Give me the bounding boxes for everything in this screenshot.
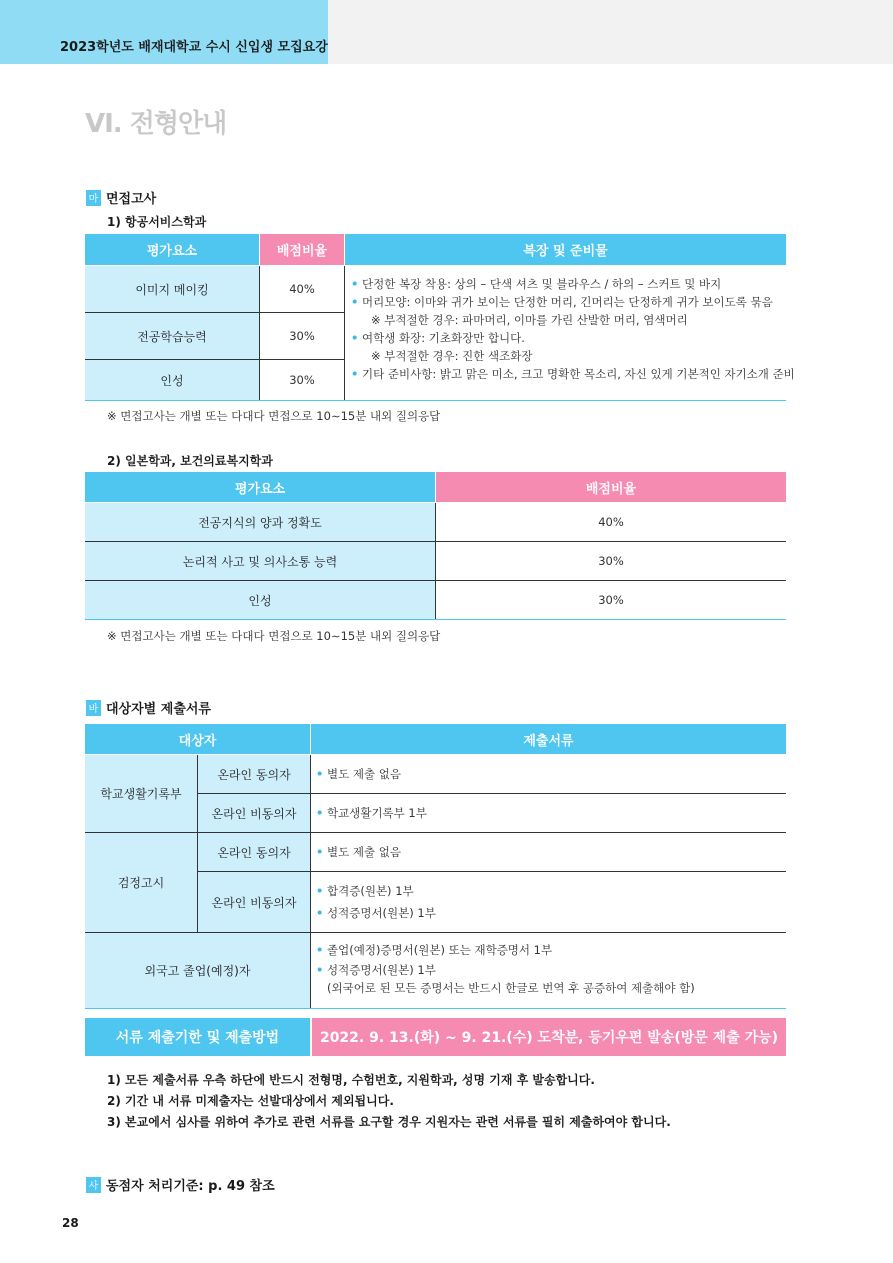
- deadline-value: 2022. 9. 13.(화) ~ 9. 21.(수) 도착분, 등기우편 발송(방문 제출 가능): [312, 1018, 786, 1056]
- chapter-title: VI. 전형안내: [85, 109, 227, 139]
- list-item: • 여학생 화장: 기초화장만 합니다.: [351, 331, 525, 345]
- group-foreign: 외국고 졸업(예정)자: [85, 933, 310, 1008]
- group-school-record: 학교생활기록부: [85, 755, 197, 832]
- divider: [85, 932, 786, 933]
- table-cell-ratio: 40%: [436, 503, 786, 541]
- table-cell-ratio: 30%: [260, 360, 344, 400]
- divider: [198, 793, 786, 794]
- doc-item: (외국어로 된 모든 증명서는 반드시 한글로 번역 후 공증하여 제출해야 함): [327, 981, 695, 995]
- divider: [85, 832, 786, 833]
- section-title: 면접고사: [106, 192, 157, 207]
- table-header-cell: 제출서류: [311, 724, 786, 754]
- divider: [85, 619, 786, 620]
- table-header-cell: 배점비율: [436, 472, 786, 502]
- consent-label: 온라인 동의자: [198, 833, 310, 871]
- table-header-cell: 배점비율: [260, 234, 344, 265]
- section-heading-interview: [86, 188, 156, 207]
- table-cell-item: 논리적 사고 및 의사소통 능력: [85, 542, 435, 580]
- deadline-label: 서류 제출기한 및 제출방법: [85, 1018, 310, 1056]
- rule-item: 3) 본교에서 심사를 위하여 추가로 관련 서류를 요구할 경우 지원자는 관련 서류를 필히 제출하여야 합니다.: [107, 1115, 671, 1129]
- doc-item: • 성적증명서(원본) 1부: [316, 963, 436, 977]
- doc-item: • 합격증(원본) 1부: [316, 884, 414, 898]
- divider: [198, 871, 786, 872]
- list-item: ※ 부적절한 경우: 파마머리, 이마를 가린 산발한 머리, 염색머리: [371, 313, 688, 327]
- nonconsent-label: 온라인 비동의자: [198, 794, 310, 832]
- table-cell-item: 인성: [85, 360, 259, 400]
- doc-item: • 학교생활기록부 1부: [316, 806, 427, 820]
- divider: [85, 312, 344, 313]
- table-cell-ratio: 30%: [260, 313, 344, 359]
- section-heading-documents: [86, 698, 211, 717]
- divider: [85, 1008, 786, 1009]
- page-number: 28: [62, 1216, 79, 1230]
- interview-note: ※ 면접고사는 개별 또는 다대다 면접으로 10∼15분 내외 질의응답: [107, 629, 441, 643]
- section-badge: 사: [86, 1177, 101, 1193]
- nonconsent-label: 온라인 비동의자: [198, 872, 310, 932]
- doc-item: • 졸업(예정)증명서(원본) 또는 재학증명서 1부: [316, 943, 553, 957]
- section-heading-tiebreak: [86, 1175, 275, 1194]
- subheading-aviation: 1) 항공서비스학과: [107, 215, 207, 229]
- section-title: 동점자 처리기준: p. 49 참조: [106, 1179, 275, 1194]
- header-title: 2023학년도 배재대학교 수시 신입생 모집요강: [60, 40, 328, 55]
- group-ged: 검정고시: [85, 833, 197, 932]
- table-header-cell: 평가요소: [85, 472, 435, 502]
- table-cell-ratio: 30%: [436, 542, 786, 580]
- table-cell-ratio: 30%: [436, 581, 786, 619]
- table-header-cell: 평가요소: [85, 234, 259, 265]
- header-band-right: [328, 0, 893, 64]
- subheading-japanese: 2) 일본학과, 보건의료복지학과: [107, 454, 273, 468]
- table-cell-item: 이미지 메이킹: [85, 266, 259, 312]
- table-header-cell: 대상자: [85, 724, 310, 754]
- table-cell-item: 전공지식의 양과 정확도: [85, 503, 435, 541]
- divider: [85, 359, 344, 360]
- doc-list: [316, 882, 436, 922]
- table-header-cell: 복장 및 준비물: [345, 234, 786, 265]
- section-badge: 마: [86, 190, 101, 206]
- rule-item: 1) 모든 제출서류 우측 하단에 반드시 전형명, 수험번호, 지원학과, 성명 기재 후 발송합니다.: [107, 1073, 595, 1087]
- doc-item: • 별도 제출 없음: [316, 845, 401, 859]
- divider: [85, 400, 786, 401]
- divider: [344, 266, 345, 400]
- list-item: ※ 부적절한 경우: 진한 색조화장: [371, 349, 533, 363]
- table-cell-ratio: 40%: [260, 266, 344, 312]
- consent-label: 온라인 동의자: [198, 755, 310, 793]
- section-badge: 바: [86, 700, 101, 716]
- divider: [197, 755, 198, 932]
- table-cell-item: 전공학습능력: [85, 313, 259, 359]
- rule-item: 2) 기간 내 서류 미제출자는 선발대상에서 제외됩니다.: [107, 1094, 394, 1108]
- divider: [259, 266, 260, 400]
- interview-note: ※ 면접고사는 개별 또는 다대다 면접으로 10∼15분 내외 질의응답: [107, 409, 441, 423]
- doc-item: • 별도 제출 없음: [316, 767, 401, 781]
- table-cell-item: 인성: [85, 581, 435, 619]
- section-title: 대상자별 제출서류: [106, 702, 211, 717]
- doc-item: • 성적증명서(원본) 1부: [316, 906, 436, 920]
- divider: [435, 503, 436, 619]
- list-item: • 단정한 복장 착용: 상의 – 단색 셔츠 및 블라우스 / 하의 – 스커트 및 바지: [351, 277, 722, 291]
- doc-list: [316, 941, 695, 997]
- divider: [310, 755, 311, 1008]
- list-item: • 기타 준비사항: 밝고 맑은 미소, 크고 명확한 목소리, 자신 있게 기본적인 자기소개 준비: [351, 367, 795, 381]
- dress-code-list: [351, 275, 795, 383]
- list-item: • 머리모양: 이마와 귀가 보이는 단정한 머리, 긴머리는 단정하게 귀가 보이도록 묶음: [351, 295, 773, 309]
